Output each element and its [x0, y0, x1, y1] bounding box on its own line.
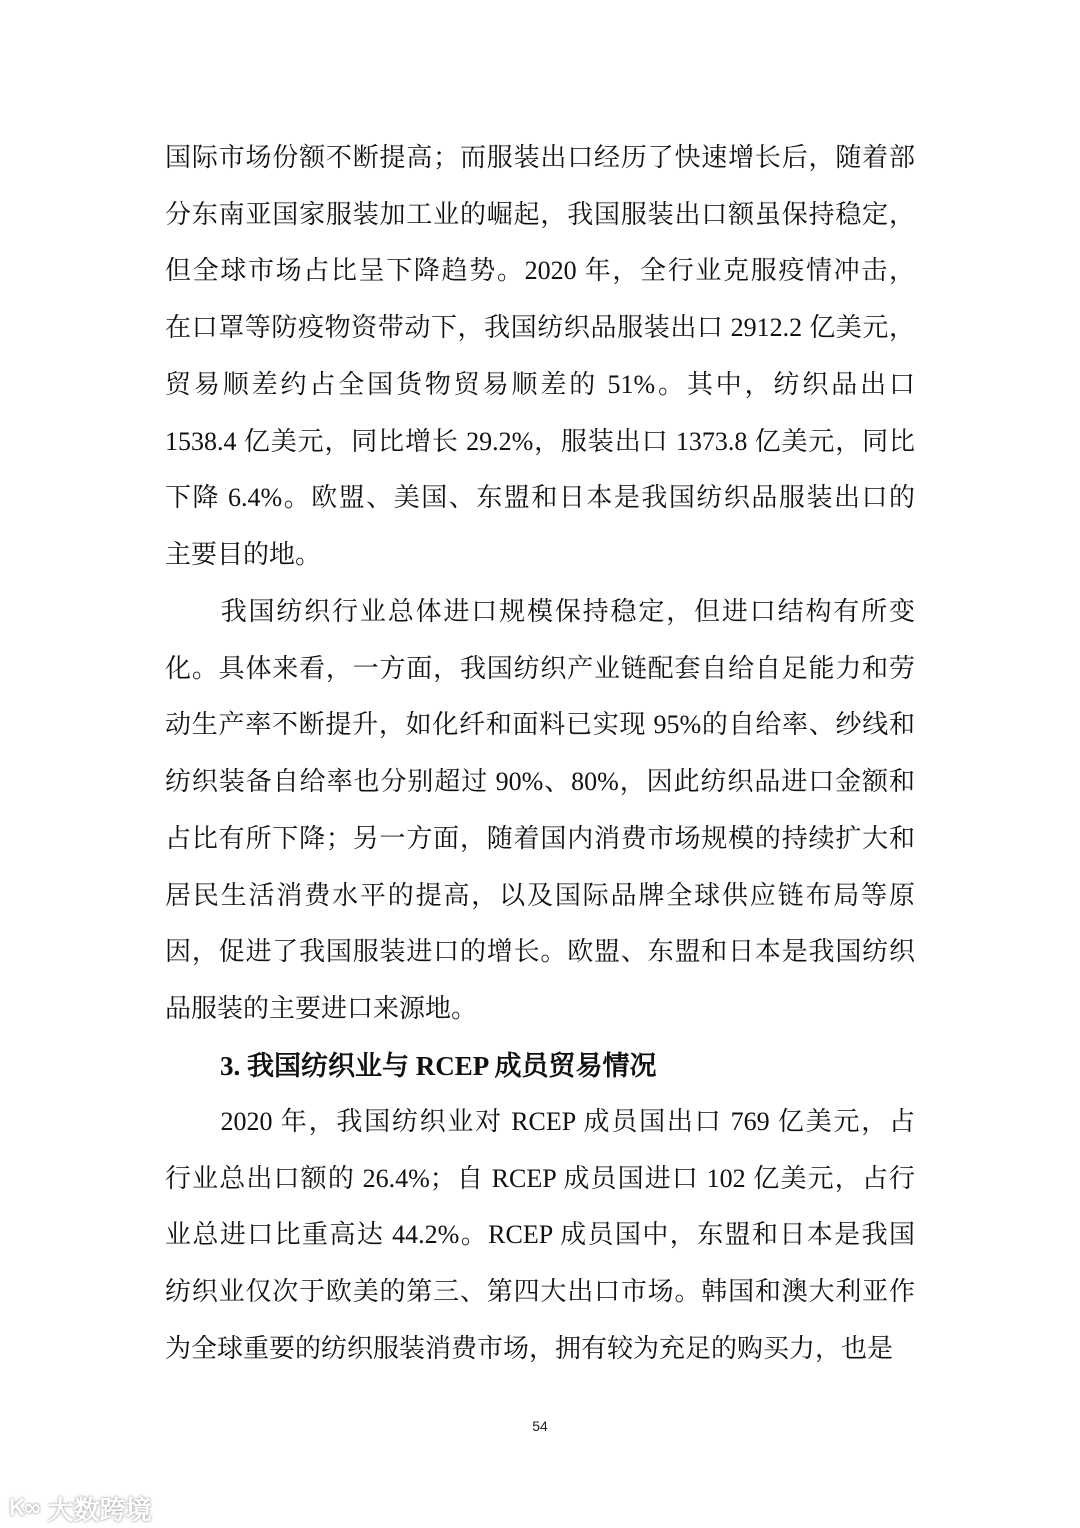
page-number: 54 [532, 1418, 548, 1434]
paragraph-2-line: 品服装的主要进口来源地。 [165, 993, 478, 1023]
paragraph-3-line: 行业总出口额的 26.4%；自 RCEP 成员国进口 102 亿美元，占行 [165, 1163, 915, 1193]
paragraph-3-line: 业总进口比重高达 44.2%。RCEP 成员国中，东盟和日本是我国 [165, 1220, 915, 1250]
paragraph-3-line: 为全球重要的纺织服装消费市场，拥有较为充足的购买力，也是 [165, 1333, 894, 1363]
paragraph-1-line: 分东南亚国家服装加工业的崛起，我国服装出口额虽保持稳定， [165, 199, 915, 229]
paragraph-2-line: 占比有所下降；另一方面，随着国内消费市场规模的持续扩大和 [165, 823, 915, 853]
paragraph-1-line: 在口罩等防疫物资带动下，我国纺织品服装出口 2912.2 亿美元， [165, 313, 915, 343]
watermark-text: 大数跨境 [47, 1496, 152, 1526]
paragraph-3-line: 纺织业仅次于欧美的第三、第四大出口市场。韩国和澳大利亚作 [165, 1277, 915, 1307]
paragraph-2-line: 纺织装备自给率也分别超过 90%、80%，因此纺织品进口金额和 [165, 767, 915, 797]
paragraph-2-line: 居民生活消费水平的提高，以及国际品牌全球供应链布局等原 [165, 880, 915, 910]
paragraph-1-line: 国际市场份额不断提高；而服装出口经历了快速增长后，随着部 [165, 143, 915, 172]
paragraph-1-line: 贸易顺差约占全国货物贸易顺差的 51%。其中，纺织品出口 [165, 369, 915, 399]
section-heading: 3. 我国纺织业与 RCEP 成员贸易情况 [220, 1051, 657, 1081]
paragraph-1-line: 但全球市场占比呈下降趋势。2020 年，全行业克服疫情冲击， [165, 256, 915, 286]
watermark [10, 1490, 152, 1527]
watermark-logo-icon: Ꮶ∞ [10, 1496, 40, 1521]
paragraph-2-line: 动生产率不断提升，如化纤和面料已实现 95%的自给率、纱线和 [165, 710, 915, 740]
paragraph-2-line: 因，促进了我国服装进口的增长。欧盟、东盟和日本是我国纺织 [165, 937, 915, 967]
paragraph-2-line: 化。具体来看，一方面，我国纺织产业链配套自给自足能力和劳 [165, 653, 915, 683]
paragraph-3-line: 2020 年，我国纺织业对 RCEP 成员国出口 769 亿美元，占 [165, 1107, 915, 1136]
paragraph-1-line: 主要目的地。 [165, 539, 322, 569]
paragraph-1-line: 下降 6.4%。欧盟、美国、东盟和日本是我国纺织品服装出口的 [165, 483, 915, 513]
paragraph-2-line: 我国纺织行业总体进口规模保持稳定，但进口结构有所变 [165, 597, 915, 626]
paragraph-1-line: 1538.4 亿美元，同比增长 29.2%，服装出口 1373.8 亿美元，同比 [165, 426, 915, 456]
